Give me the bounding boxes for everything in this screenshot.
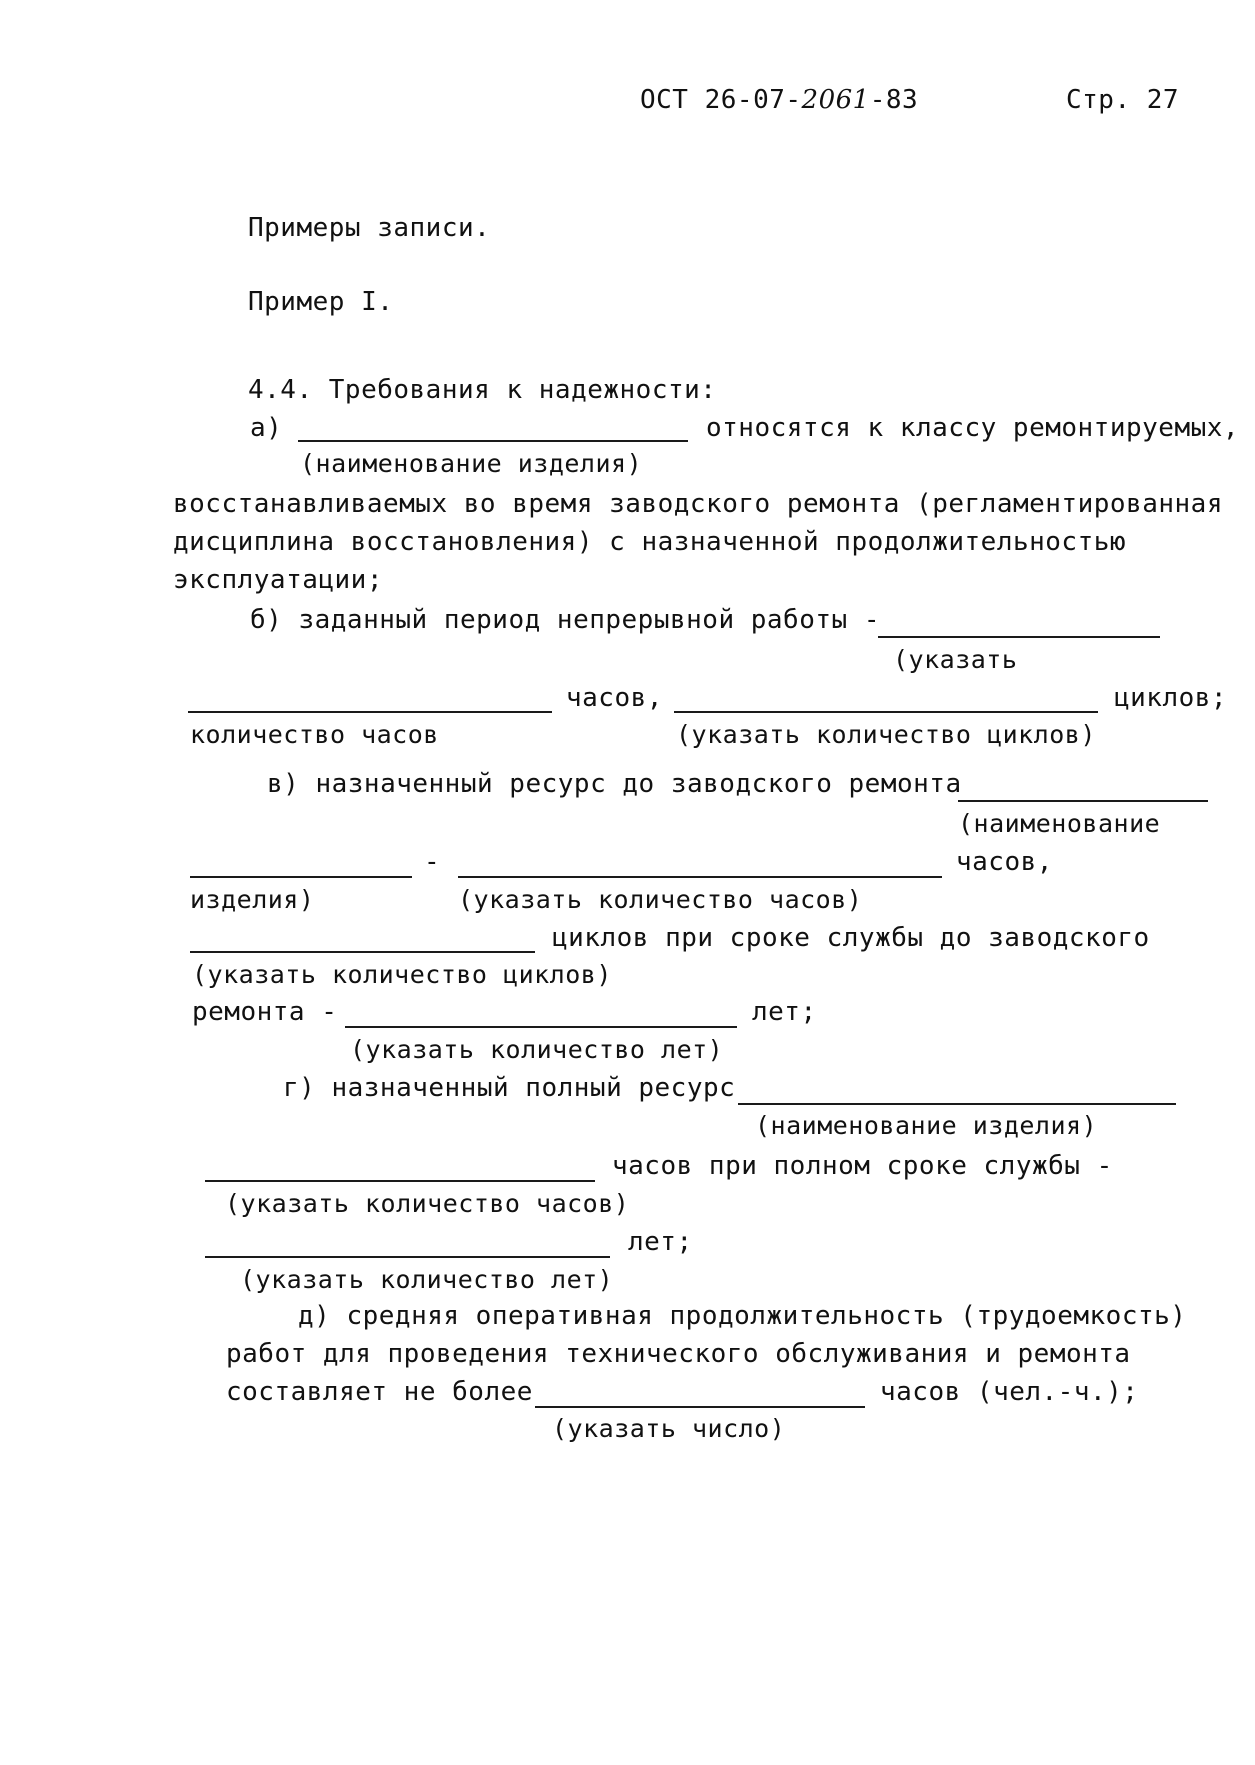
full-service-years-blank xyxy=(205,1256,610,1258)
resource-product-blank xyxy=(958,800,1208,802)
item-a-line-2: дисциплина восстановления) с назначенной продолжительностью xyxy=(173,527,1127,557)
item-d-line-2: работ для проведения технического обслуживания и ремонта xyxy=(226,1339,1131,1369)
item-b-hint-hours: количество часов xyxy=(190,720,439,749)
item-d-suffix: часов (чел.-ч.); xyxy=(880,1377,1139,1407)
item-g-hours-text: часов при полном сроке службы - xyxy=(612,1151,1113,1181)
item-v-dash: - xyxy=(424,847,441,877)
document-code-suffix: -83 xyxy=(869,85,919,115)
example-title: Пример I. xyxy=(248,287,394,317)
document-code-prefix: ОСТ 26-07- xyxy=(640,85,802,115)
item-a-hint: (наименование изделия) xyxy=(300,449,643,478)
service-years-blank xyxy=(345,1026,737,1028)
hours-count-blank xyxy=(188,711,552,713)
item-g-hint-hours: (указать количество часов) xyxy=(225,1189,630,1218)
labor-hours-blank xyxy=(535,1406,865,1408)
resource-hours-blank xyxy=(458,876,942,878)
item-b-cycles-word: циклов; xyxy=(1114,683,1228,713)
item-v-text: в) назначенный ресурс до заводского ремонта xyxy=(267,769,962,799)
item-d-prefix: составляет не более xyxy=(226,1377,533,1407)
page-number: Стр. 27 xyxy=(1066,85,1180,115)
cycles-count-blank xyxy=(674,711,1098,713)
period-blank xyxy=(878,636,1160,638)
document-code xyxy=(640,84,918,116)
item-a-text: относятся к классу ремонтируемых, xyxy=(706,413,1240,443)
item-v-years-word: лет; xyxy=(752,997,817,1027)
item-v-repair-text: ремонта - xyxy=(192,997,338,1027)
item-b-hours-word: часов, xyxy=(566,683,663,713)
item-b-text: б) заданный период непрерывной работы - xyxy=(250,605,880,635)
item-v-hint-cycles: (указать количество циклов) xyxy=(192,960,612,989)
item-v-hint-hours: (указать количество часов) xyxy=(458,885,863,914)
item-g-hint-name: (наименование изделия) xyxy=(755,1111,1098,1140)
full-resource-hours-blank xyxy=(205,1180,595,1182)
item-g-years-word: лет; xyxy=(628,1227,693,1257)
product-name-continuation-blank xyxy=(190,876,412,878)
item-a-line-1: восстанавливаемых во время заводского ремонта (регламентированная xyxy=(173,489,1223,519)
item-b-hint-cycles: (указать количество циклов) xyxy=(676,720,1096,749)
full-resource-product-blank xyxy=(738,1103,1176,1105)
section-heading: 4.4. Требования к надежности: xyxy=(248,375,717,405)
item-v-hours-word: часов, xyxy=(956,847,1053,877)
item-v-hint-years: (указать количество лет) xyxy=(350,1035,724,1064)
item-v-cycles-text: циклов при сроке службы до заводского xyxy=(552,923,1150,953)
item-a-line-3: эксплуатации; xyxy=(173,565,383,595)
item-g-text: г) назначенный полный ресурс xyxy=(283,1073,736,1103)
item-d-hint: (указать число) xyxy=(552,1414,786,1443)
item-v-hint-name-1: (наименование xyxy=(958,809,1161,838)
item-g-hint-years: (указать количество лет) xyxy=(240,1265,614,1294)
item-v-hint-name-2: изделия) xyxy=(190,885,315,914)
item-a-marker: а) xyxy=(250,413,283,443)
document-code-number: 2061 xyxy=(801,85,870,115)
resource-cycles-blank xyxy=(190,951,535,953)
item-b-hint-right: (указать xyxy=(893,645,1018,674)
item-d-line-1: д) средняя оперативная продолжительность (трудоемкость) xyxy=(298,1301,1187,1331)
product-name-blank xyxy=(298,440,688,442)
examples-title: Примеры записи. xyxy=(248,213,491,243)
